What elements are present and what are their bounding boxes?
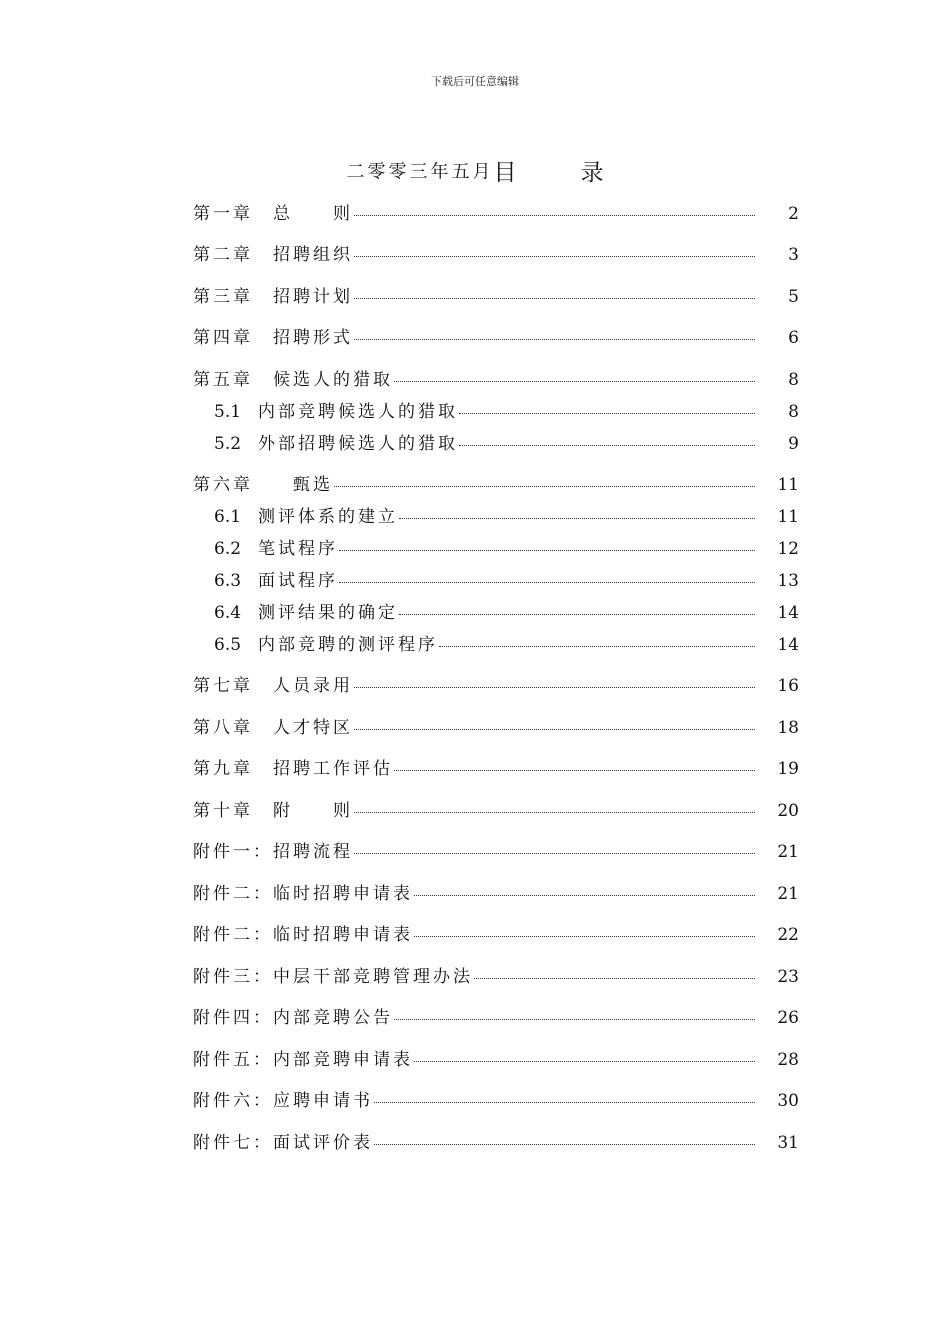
toc-entry-number: 5.1 <box>214 402 242 422</box>
toc-entry-label: 临时招聘申请表 <box>273 925 413 945</box>
toc-entry[interactable] <box>193 1045 799 1071</box>
toc-entry-page: 6 <box>788 328 799 348</box>
toc-entry-page: 14 <box>777 635 799 655</box>
toc-entry-page: 11 <box>777 507 799 527</box>
toc-leader-dots <box>394 1018 755 1020</box>
toc-entry-number: 第三章 <box>193 287 253 307</box>
toc-entry-page: 20 <box>777 801 799 821</box>
toc-entry-number: 附件二： <box>193 884 273 904</box>
toc-entry-number: 附件六： <box>193 1091 273 1111</box>
toc-leader-dots <box>414 935 755 937</box>
toc-entry-label: 附 则 <box>273 801 353 821</box>
toc-leader-dots <box>394 769 755 771</box>
toc-entry-label: 临时招聘申请表 <box>273 884 413 904</box>
toc-entry-label: 测评体系的建立 <box>258 507 398 527</box>
toc-entry-number: 附件三： <box>193 967 273 987</box>
toc-entry-page: 28 <box>777 1050 799 1070</box>
toc-entry-number: 附件二： <box>193 925 273 945</box>
toc-entry-number: 第二章 <box>193 245 253 265</box>
toc-entry[interactable] <box>193 1003 799 1029</box>
toc-entry-label: 招聘计划 <box>273 287 353 307</box>
toc-entry-number: 第七章 <box>193 676 253 696</box>
toc-entry[interactable] <box>193 282 799 308</box>
toc-entry[interactable] <box>193 365 799 391</box>
toc-entry[interactable] <box>193 796 799 822</box>
toc-leader-dots <box>339 581 755 583</box>
header-note: 下载后可任意编辑 <box>431 75 519 88</box>
toc-entry[interactable] <box>193 671 799 697</box>
toc-entry-page: 8 <box>788 402 799 422</box>
toc-entry-label: 内部竞聘申请表 <box>273 1050 413 1070</box>
toc-entry-page: 8 <box>788 370 799 390</box>
toc-subentry[interactable] <box>214 630 799 656</box>
toc-leader-dots <box>354 297 755 299</box>
toc-entry-label: 人员录用 <box>273 676 353 696</box>
toc-entry-page: 21 <box>777 884 799 904</box>
toc-entry-number: 6.2 <box>214 539 242 559</box>
toc-entry[interactable] <box>193 1086 799 1112</box>
toc-entry-number: 第八章 <box>193 718 253 738</box>
toc-entry-number: 第五章 <box>193 370 253 390</box>
toc-entry[interactable] <box>193 470 799 496</box>
toc-entry-number: 第六章 <box>193 475 253 495</box>
toc-leader-dots <box>354 255 755 257</box>
toc-leader-dots <box>339 549 755 551</box>
toc-leader-dots <box>354 338 755 340</box>
title-main-part1: 目 <box>493 160 517 186</box>
toc-entry-label: 招聘形式 <box>273 328 353 348</box>
toc-entry-label: 内部竞聘公告 <box>273 1008 393 1028</box>
toc-entry-number: 5.2 <box>214 434 242 454</box>
toc-leader-dots <box>354 214 755 216</box>
toc-entry-page: 30 <box>777 1091 799 1111</box>
toc-entry-number: 6.5 <box>214 635 242 655</box>
toc-entry-label: 面试评价表 <box>273 1133 373 1153</box>
toc-entry-page: 26 <box>777 1008 799 1028</box>
toc-entry[interactable] <box>193 1128 799 1154</box>
toc-entry-page: 11 <box>777 475 799 495</box>
title-main-part2: 录 <box>580 160 604 186</box>
toc-entry-label: 中层干部竞聘管理办法 <box>273 967 473 987</box>
toc-entry[interactable] <box>193 754 799 780</box>
toc-entry[interactable] <box>193 713 799 739</box>
toc-entry[interactable] <box>193 962 799 988</box>
toc-entry[interactable] <box>193 837 799 863</box>
toc-entry-page: 23 <box>777 967 799 987</box>
toc-entry-page: 9 <box>788 434 799 454</box>
toc-entry-label: 内部竞聘候选人的猎取 <box>258 402 458 422</box>
toc-entry-label: 甄选 <box>273 475 333 495</box>
toc-entry-page: 31 <box>777 1133 799 1153</box>
toc-entry-number: 附件七： <box>193 1133 273 1153</box>
toc-entry-page: 16 <box>777 676 799 696</box>
toc-leader-dots <box>459 444 755 446</box>
toc-leader-dots <box>354 728 755 730</box>
toc-entry[interactable] <box>193 240 799 266</box>
toc-entry-number: 第九章 <box>193 759 253 779</box>
toc-leader-dots <box>459 412 755 414</box>
toc-entry-label: 招聘组织 <box>273 245 353 265</box>
toc-entry[interactable] <box>193 879 799 905</box>
toc-entry-number: 6.4 <box>214 603 242 623</box>
toc-entry-number: 第四章 <box>193 328 253 348</box>
toc-subentry[interactable] <box>214 429 799 455</box>
toc-entry-page: 13 <box>777 571 799 591</box>
toc-entry-label: 总 则 <box>273 204 353 224</box>
toc-subentry[interactable] <box>214 502 799 528</box>
toc-entry-number: 6.3 <box>214 571 242 591</box>
toc-entry-page: 3 <box>788 245 799 265</box>
toc-leader-dots <box>354 686 755 688</box>
toc-entry-page: 21 <box>777 842 799 862</box>
toc-entry-number: 第一章 <box>193 204 253 224</box>
toc-entry-page: 18 <box>777 718 799 738</box>
toc-entry-page: 19 <box>777 759 799 779</box>
toc-leader-dots <box>354 811 755 813</box>
toc-subentry[interactable] <box>214 566 799 592</box>
toc-entry-page: 22 <box>777 925 799 945</box>
toc-leader-dots <box>354 852 755 854</box>
toc-entry-page: 2 <box>788 204 799 224</box>
toc-leader-dots <box>474 977 755 979</box>
toc-entry[interactable] <box>193 323 799 349</box>
toc-entry-label: 候选人的猎取 <box>273 370 393 390</box>
toc-entry-label: 笔试程序 <box>258 539 338 559</box>
toc-leader-dots <box>414 894 755 896</box>
toc-entry-number: 附件五： <box>193 1050 273 1070</box>
toc-subentry[interactable] <box>214 397 799 423</box>
title-date: 二零零三年五月 <box>346 161 494 183</box>
toc-leader-dots <box>374 1101 755 1103</box>
toc-leader-dots <box>374 1143 755 1145</box>
toc-entry-number: 附件一： <box>193 842 273 862</box>
toc-leader-dots <box>399 613 755 615</box>
toc-entry-page: 14 <box>777 603 799 623</box>
toc-entry-label: 人才特区 <box>273 718 353 738</box>
toc-entry-label: 内部竞聘的测评程序 <box>258 635 438 655</box>
toc-leader-dots <box>399 517 755 519</box>
toc-entry[interactable] <box>193 199 799 225</box>
toc-entry-page: 12 <box>777 539 799 559</box>
toc-entry-number: 附件四： <box>193 1008 273 1028</box>
toc-entry-label: 招聘流程 <box>273 842 353 862</box>
toc-entry-page: 5 <box>788 287 799 307</box>
toc-entry-label: 测评结果的确定 <box>258 603 398 623</box>
toc-entry-label: 外部招聘候选人的猎取 <box>258 434 458 454</box>
toc-entry-number: 6.1 <box>214 507 242 527</box>
toc-subentry[interactable] <box>214 598 799 624</box>
toc-leader-dots <box>414 1060 755 1062</box>
toc-leader-dots <box>439 645 755 647</box>
toc-entry-label: 应聘申请书 <box>273 1091 373 1111</box>
toc-entry[interactable] <box>193 920 799 946</box>
toc-subentry[interactable] <box>214 534 799 560</box>
toc-entry-label: 面试程序 <box>258 571 338 591</box>
toc-leader-dots <box>394 380 755 382</box>
toc-entry-number: 第十章 <box>193 801 253 821</box>
toc-leader-dots <box>334 485 755 487</box>
toc-entry-label: 招聘工作评估 <box>273 759 393 779</box>
